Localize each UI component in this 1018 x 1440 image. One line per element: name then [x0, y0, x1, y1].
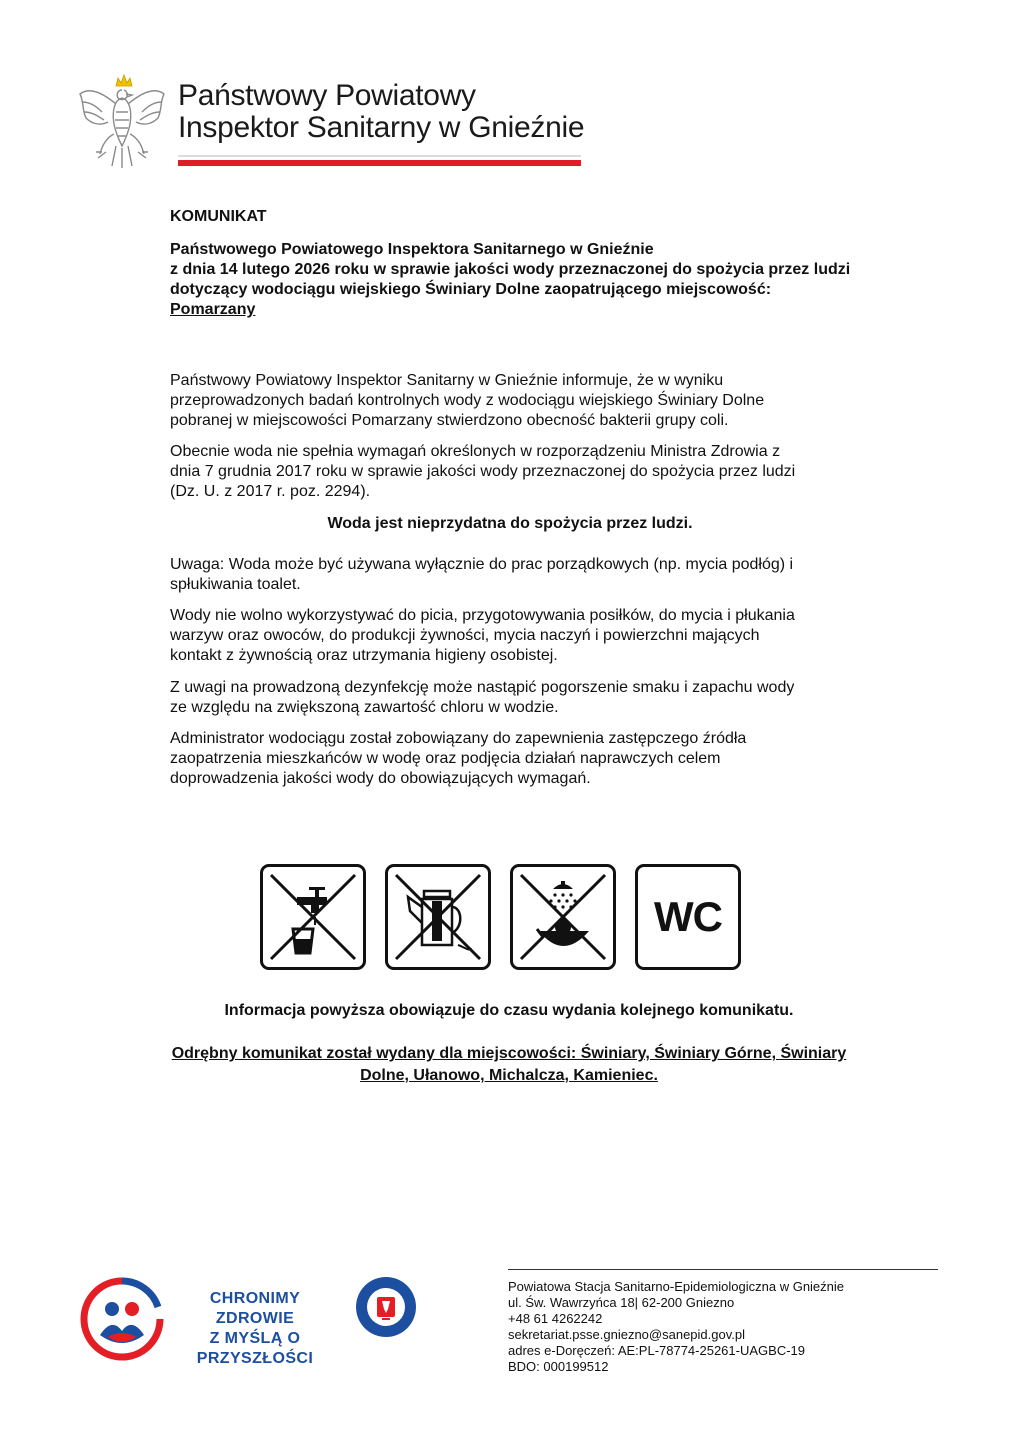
- paragraph-regulation-line3: (Dz. U. z 2017 r. poz. 2294).: [170, 483, 371, 500]
- separate-notice-line2: Dolne, Ułanowo, Michalcza, Kamieniec.: [360, 1067, 658, 1084]
- pis-seal-logo-icon: [354, 1275, 418, 1339]
- paragraph-administrator-line2: zaopatrzenia mieszkańców w wodę oraz podjęcia działań naprawczych celem: [170, 750, 721, 767]
- paragraph-prohibition-line3: kontakt z żywnością oraz utrzymania higieny osobistej.: [170, 647, 558, 664]
- no-drinking-water-icon: [260, 864, 366, 970]
- paragraph-regulation-line2: dnia 7 grudnia 2017 roku w sprawie jakości wody przeznaczonej do spożycia przez ludzi: [170, 463, 796, 480]
- paragraph-note-line2: spłukiwania toalet.: [170, 576, 301, 593]
- komunikat-locality: Pomarzany: [170, 301, 256, 318]
- paragraph-regulation: [170, 442, 850, 502]
- footer-contact: [508, 1279, 844, 1375]
- campaign-slogan-line2: Z MYŚLĄ O PRZYSZŁOŚCI: [196, 1330, 314, 1367]
- paragraph-disinfection: [170, 678, 850, 718]
- komunikat-heading-line1: Państwowego Powiatowego Inspektora Sanitarnego w Gnieźnie: [170, 241, 654, 258]
- chronimy-zdrowie-logo-icon: [78, 1275, 166, 1363]
- header-divider-red: [178, 160, 581, 166]
- paragraph-findings-line1: Państwowy Powiatowy Inspektor Sanitarny w Gnieźnie informuje, że w wyniku: [170, 372, 724, 389]
- campaign-slogan: [170, 1289, 340, 1369]
- validity-notice: Informacja powyższa obowiązuje do czasu wydania kolejnego komunikatu.: [224, 1002, 794, 1019]
- footer-bdo: BDO: 000199512: [508, 1359, 609, 1374]
- polish-eagle-emblem-icon: [76, 72, 168, 172]
- komunikat-heading-line2: z dnia 14 lutego 2026 roku w sprawie jakości wody przeznaczonej do spożycia przez ludzi: [170, 261, 851, 278]
- komunikat-label: KOMUNIKAT: [170, 208, 267, 225]
- paragraph-findings-line3: pobranej w miejscowości Pomarzany stwierdzono obecność bakterii grupy coli.: [170, 412, 729, 429]
- institution-title: [178, 80, 584, 144]
- campaign-slogan-line1: CHRONIMY ZDROWIE: [209, 1290, 301, 1327]
- footer-org-name: Powiatowa Stacja Sanitarno-Epidemiologiczna w Gnieźnie: [508, 1279, 845, 1294]
- paragraph-findings: [170, 371, 850, 431]
- separate-notice-line1: Odrębny komunikat został wydany dla miejscowości: Świniary, Świniary Górne, Świniary: [171, 1045, 847, 1062]
- institution-title-line1: Państwowy Powiatowy: [178, 79, 476, 112]
- paragraph-administrator: [170, 729, 850, 789]
- paragraph-disinfection-line1: Z uwagi na prowadzoną dezynfekcję może nastąpić pogorszenie smaku i zapachu wody: [170, 679, 795, 696]
- paragraph-prohibition-line2: warzyw oraz owoców, do produkcji żywności, mycia naczyń i powierzchni mających: [170, 627, 760, 644]
- paragraph-prohibition: [170, 606, 850, 666]
- no-washing-icon: [510, 864, 616, 970]
- wc-toilet-icon: [635, 864, 741, 970]
- footer-phone: +48 61 4262242: [508, 1311, 603, 1326]
- footer-edoreczenia: adres e-Doręczeń: AE:PL-78774-25261-UAGBC-19: [508, 1343, 805, 1358]
- footer-email[interactable]: sekretariat.psse.gniezno@sanepid.gov.pl: [508, 1327, 745, 1342]
- paragraph-administrator-line3: doprowadzenia jakości wody do obowiązujących wymagań.: [170, 770, 591, 787]
- paragraph-administrator-line1: Administrator wodociągu został zobowiązany do zapewnienia zastępczego źródła: [170, 730, 747, 747]
- warning-statement: Woda jest nieprzydatna do spożycia przez ludzi.: [327, 515, 693, 532]
- paragraph-disinfection-line2: ze względu na zwiększoną zawartość chloru w wodzie.: [170, 699, 559, 716]
- paragraph-note: [170, 555, 850, 595]
- paragraph-regulation-line1: Obecnie woda nie spełnia wymagań określonych w rozporządzeniu Ministra Zdrowia z: [170, 443, 781, 460]
- no-cooking-kettle-icon: [385, 864, 491, 970]
- footer-divider: [508, 1269, 938, 1270]
- institution-title-line2: Inspektor Sanitarny w Gnieźnie: [178, 111, 585, 144]
- komunikat-heading: [170, 240, 870, 320]
- wc-label: WC: [654, 893, 722, 940]
- footer-address: ul. Św. Wawrzyńca 18| 62-200 Gniezno: [508, 1295, 735, 1310]
- paragraph-prohibition-line1: Wody nie wolno wykorzystywać do picia, przygotowywania posiłków, do mycia i płukania: [170, 607, 795, 624]
- header-divider-white: [178, 155, 581, 157]
- paragraph-note-line1: Uwaga: Woda może być używana wyłącznie do prac porządkowych (np. mycia podłóg) i: [170, 556, 794, 573]
- paragraph-findings-line2: przeprowadzonych badań kontrolnych wody z wodociągu wiejskiego Świniary Dolne: [170, 392, 765, 409]
- komunikat-heading-line3: dotyczący wodociągu wiejskiego Świniary Dolne zaopatrującego miejscowość:: [170, 281, 772, 298]
- separate-notice: [100, 1043, 918, 1087]
